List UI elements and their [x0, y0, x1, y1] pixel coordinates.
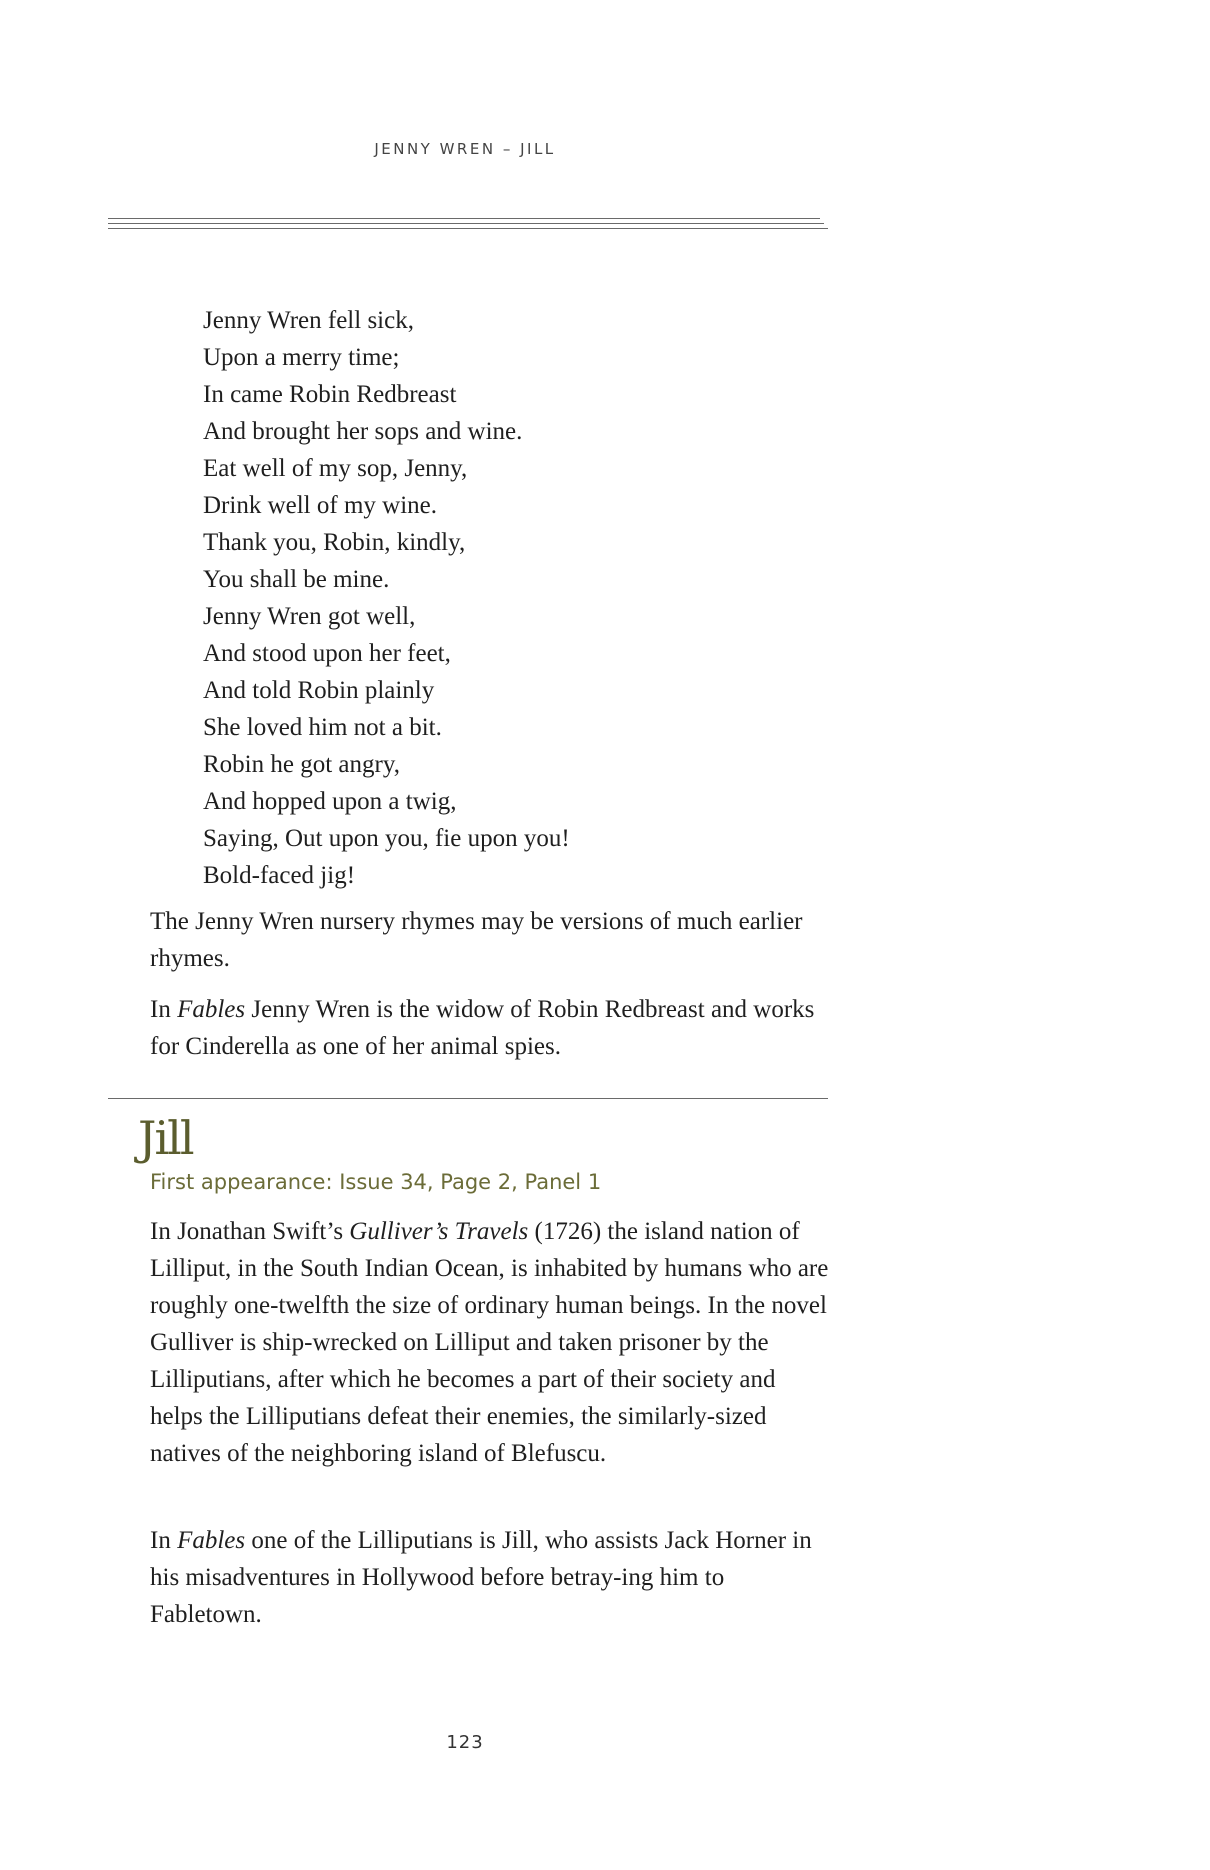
first-appearance: First appearance: Issue 34, Page 2, Panel 1	[150, 1170, 602, 1194]
running-head: JENNY WREN – JILL	[374, 140, 556, 158]
text: Jenny Wren is the widow of Robin Redbreast and works for Cinderella as one of her animal spies.	[150, 996, 815, 1060]
poem	[203, 302, 823, 894]
poem-line: Upon a merry time;	[203, 344, 400, 371]
section-divider	[108, 1098, 828, 1099]
poem-line: And brought her sops and wine.	[203, 418, 523, 445]
poem-line: Thank you, Robin, kindly,	[203, 529, 466, 556]
poem-line: You shall be mine.	[203, 566, 390, 593]
header-rule	[108, 218, 828, 230]
text: In Jonathan Swift’s	[150, 1218, 350, 1245]
poem-line: Drink well of my wine.	[203, 492, 437, 519]
jill-paragraph-2	[150, 1522, 830, 1633]
italic-title: Gulliver’s Travels	[349, 1218, 529, 1245]
text: (1726) the island nation of Lilliput, in the South Indian Ocean, is inhabited by humans who are roughly one-twelfth the size of ordinary human beings. In the novel Gulliver is ship-wrecked on Lilliput and taken prisoner by the Lilliputians, after which he becomes a part of their society and helps the Lilliputians defeat their enemies, the similarly-sized natives of the neighboring island of Blefuscu.	[150, 1218, 829, 1467]
jenny-wren-paragraph-1: The Jenny Wren nursery rhymes may be versions of much earlier rhymes.	[150, 908, 803, 972]
text: In	[150, 996, 178, 1023]
poem-line: Robin he got angry,	[203, 751, 400, 778]
poem-line: Eat well of my sop, Jenny,	[203, 455, 468, 482]
italic-title: Fables	[177, 996, 246, 1023]
poem-line: In came Robin Redbreast	[203, 381, 457, 408]
entry-title: Jill	[138, 1111, 193, 1165]
poem-line: And stood upon her feet,	[203, 640, 451, 667]
text: In	[150, 1527, 178, 1554]
poem-line: And hopped upon a twig,	[203, 788, 457, 815]
text: one of the Lilliputians is Jill, who assists Jack Horner in his misadventures in Hollywood before betray-ing him to Fabletown.	[150, 1527, 812, 1628]
italic-title: Fables	[177, 1527, 246, 1554]
poem-line: Saying, Out upon you, fie upon you!	[203, 825, 570, 852]
poem-line: Jenny Wren got well,	[203, 603, 416, 630]
poem-line: Jenny Wren fell sick,	[203, 307, 414, 334]
jenny-wren-paragraph-2	[150, 991, 830, 1065]
poem-line: Bold-faced jig!	[203, 862, 356, 889]
jill-paragraph-1	[150, 1213, 830, 1472]
poem-line: She loved him not a bit.	[203, 714, 442, 741]
poem-line: And told Robin plainly	[203, 677, 435, 704]
page-number: 123	[446, 1732, 484, 1753]
